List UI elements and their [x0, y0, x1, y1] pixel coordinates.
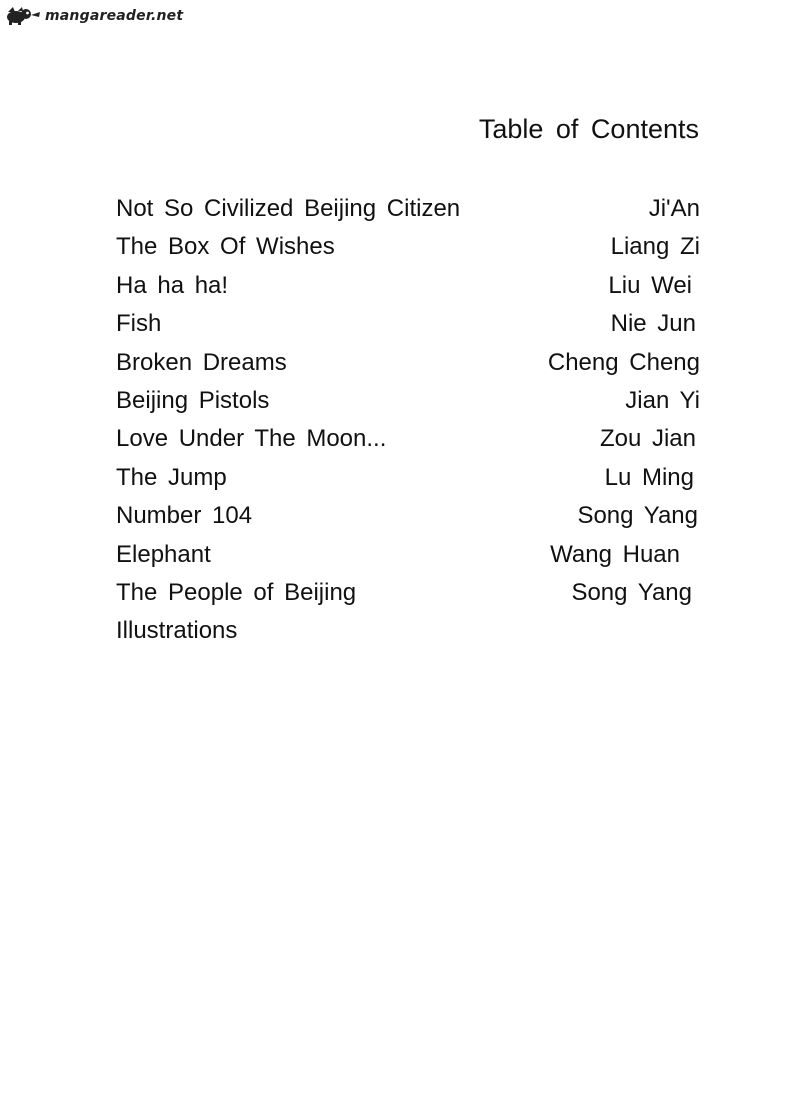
toc-entry	[116, 382, 702, 420]
toc-entry	[116, 459, 702, 497]
toc-entry-author: Zou Jian	[599, 425, 696, 453]
toc-entry-author: Song Yang	[571, 578, 692, 606]
toc-entry-title: Love Under The Moon...	[116, 425, 387, 453]
toc-entry	[116, 574, 702, 612]
toc-entry-title: The People of Beijing	[116, 578, 357, 606]
toc-entry-title: Beijing Pistols	[116, 386, 270, 414]
toc-entry	[116, 420, 702, 458]
toc-entry	[116, 497, 702, 535]
toc-entry	[116, 305, 702, 343]
toc-entry	[116, 344, 702, 382]
toc-entry	[116, 228, 702, 266]
toc-entry-title: The Jump	[116, 463, 227, 491]
toc-entry-author: Lu Ming	[604, 463, 694, 491]
toc-entry	[116, 190, 702, 228]
toc-entry-author: Ji'An	[648, 195, 700, 222]
toc-entry	[116, 267, 702, 305]
toc-entry	[116, 612, 702, 650]
toc-entry-title: Not So Civilized Beijing Citizen	[116, 195, 461, 222]
toc-entry-author: Liu Wei	[608, 271, 692, 299]
toc-entry-title: Fish	[116, 310, 162, 338]
watermark	[4, 6, 183, 26]
toc-entry-author: Nie Jun	[610, 310, 696, 338]
page-title: Table of Contents	[478, 114, 699, 144]
toc-entry-title: Elephant	[116, 540, 211, 568]
toc-entry-author: Liang Zi	[610, 233, 700, 261]
toc-entry-title: Number 104	[116, 502, 253, 530]
toc-entry-title: Illustrations	[116, 617, 238, 645]
mangareader-logo-icon	[4, 6, 42, 26]
toc-entry-author: Song Yang	[577, 502, 698, 530]
toc-entry-author: Wang Huan	[550, 540, 680, 568]
toc-entry	[116, 536, 702, 574]
toc-list	[116, 190, 702, 651]
watermark-text: mangareader.net	[45, 8, 184, 24]
toc-entry-title: Broken Dreams	[116, 348, 287, 376]
toc-entry-title: Ha ha ha!	[116, 271, 229, 299]
toc-entry-title: The Box Of Wishes	[116, 233, 335, 261]
toc-entry-author: Cheng Cheng	[547, 348, 700, 376]
toc-entry-author: Jian Yi	[625, 386, 700, 414]
